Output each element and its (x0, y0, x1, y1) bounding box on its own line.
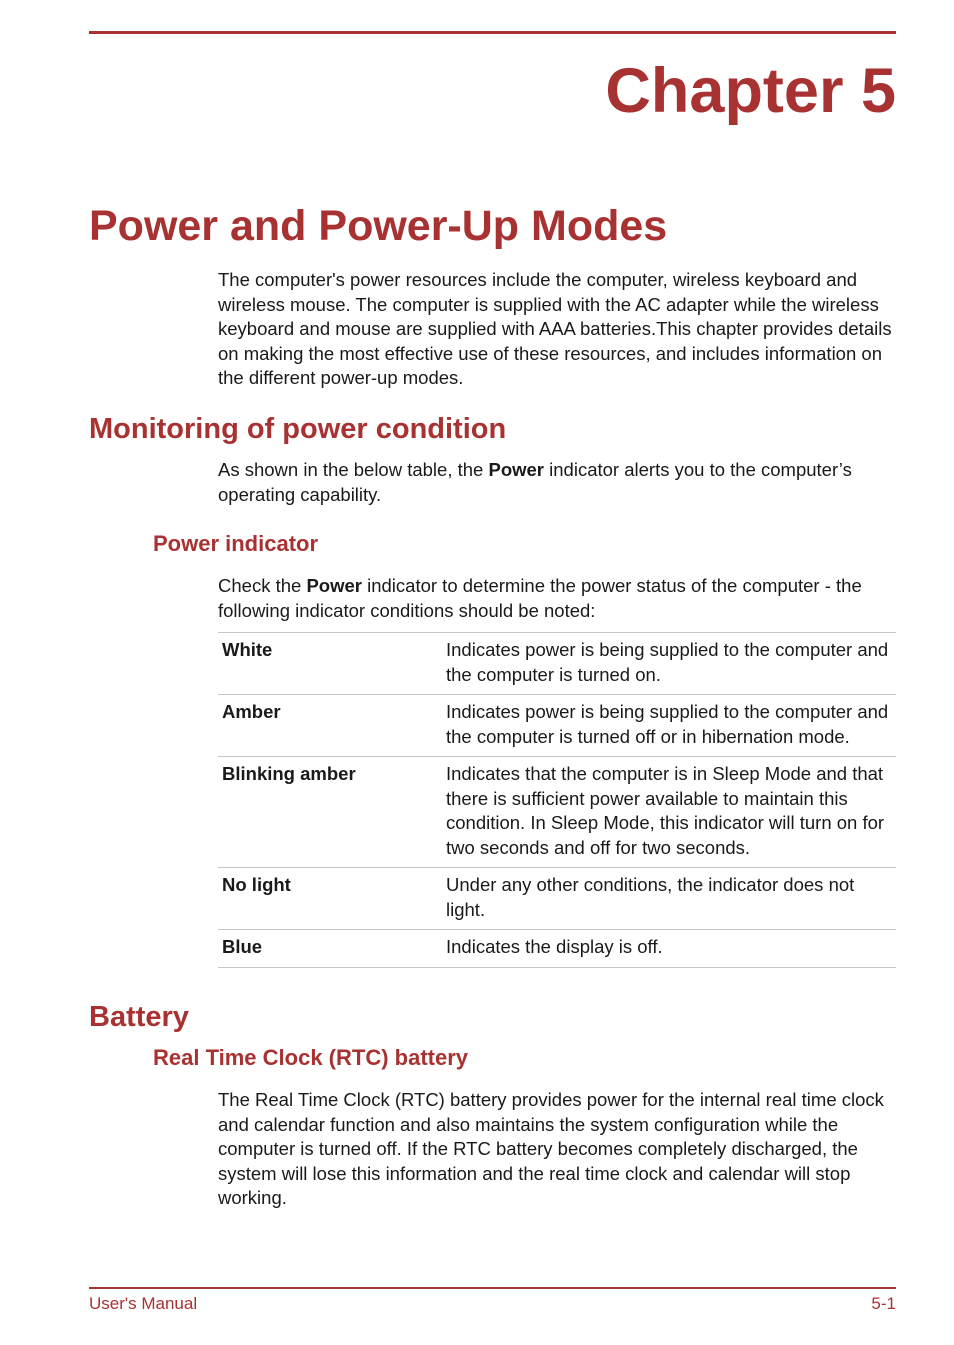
indicator-description: Under any other conditions, the indicator does not light. (442, 868, 896, 930)
power-indicator-paragraph (218, 574, 898, 623)
indicator-label: No light (218, 868, 442, 930)
indicator-label: Amber (218, 695, 442, 757)
table-row (218, 930, 896, 968)
indicator-description: Indicates the display is off. (442, 930, 896, 968)
monitoring-paragraph (218, 458, 898, 507)
monitoring-bold-term: Power (488, 459, 545, 480)
power-indicator-text-after: indicator to determine the power status of the computer - the following indicator conditions should be noted: (218, 575, 862, 621)
top-rule (89, 31, 896, 34)
monitoring-text-after: indicator alerts you to the computer’s operating capability. (218, 459, 852, 505)
indicator-description: Indicates power is being supplied to the computer and the computer is turned on. (442, 633, 896, 695)
indicator-description: Indicates power is being supplied to the computer and the computer is turned off or in hibernation mode. (442, 695, 896, 757)
indicator-label: White (218, 633, 442, 695)
bottom-rule (89, 1287, 896, 1289)
chapter-title: Chapter 5 (605, 56, 896, 126)
rtc-battery-heading: Real Time Clock (RTC) battery (153, 1045, 469, 1070)
power-indicator-bold-term: Power (306, 575, 362, 596)
indicator-label: Blinking amber (218, 757, 442, 868)
table-row (218, 757, 896, 868)
intro-paragraph: The computer's power resources include the computer, wireless keyboard and wireless mouse. The computer is supplied with the AC adapter while the wireless keyboard and mouse are supplied with AAA batteries.This chapter provides details on making the most effective use of these resources, and includes information on the different power-up modes. (218, 269, 892, 388)
battery-heading: Battery (89, 1001, 189, 1033)
power-indicator-heading: Power indicator (153, 531, 319, 556)
footer-manual-label: User's Manual (89, 1294, 198, 1313)
indicator-table (218, 632, 896, 968)
rtc-battery-paragraph: The Real Time Clock (RTC) battery provides power for the internal real time clock and calendar function and also maintains the system configuration while the computer is turned off. If the RTC battery becomes completely discharged, the system will lose this information and the real time clock and calendar will stop working. (218, 1089, 884, 1208)
indicator-label: Blue (218, 930, 442, 968)
table-row (218, 633, 896, 695)
table-row (218, 868, 896, 930)
power-indicator-text-before: Check the (218, 575, 307, 596)
page-title: Power and Power-Up Modes (89, 202, 668, 250)
footer-page-number: 5-1 (871, 1294, 896, 1313)
indicator-description: Indicates that the computer is in Sleep Mode and that there is sufficient power available to maintain this condition. In Sleep Mode, this indicator will turn on for two seconds and off for two seconds. (442, 757, 896, 868)
monitoring-heading: Monitoring of power condition (89, 413, 507, 445)
table-row (218, 695, 896, 757)
monitoring-text-before: As shown in the below table, the (218, 459, 489, 480)
